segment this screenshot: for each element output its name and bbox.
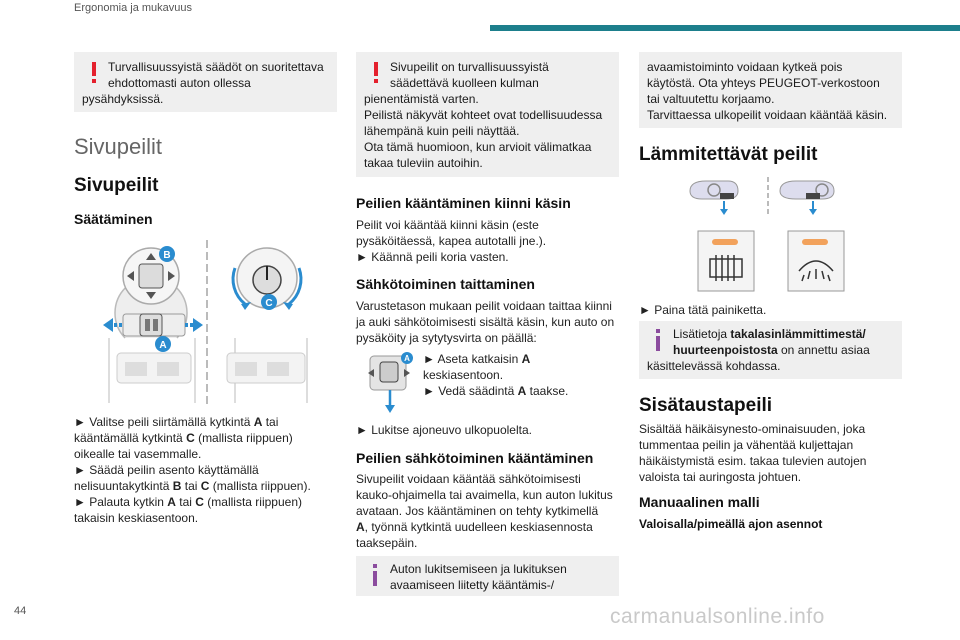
warning-box <box>356 52 619 177</box>
subsection-title: Säätäminen <box>74 211 153 227</box>
label-a: A <box>159 340 167 351</box>
info-line: avaamistoiminto voidaan kytkeä pois <box>647 60 843 74</box>
section-title: Sivupeilit <box>74 175 159 196</box>
paragraph: Varustetason mukaan peilit voidaan taittaa kiinni ja auki sähkötoimisesti sisältä käsin, kun auto on pysäköity ja sytytysvirta on päällä: <box>356 299 615 345</box>
label-c: C <box>265 298 273 309</box>
paragraph: Sisältää häikäisynesto-ominaisuuden, joka tummentaa peilin ja vähentää kuljettajan häikäistymistä esim. takaa tulevien autojen valoista tai auringosta johtuen. <box>639 422 867 484</box>
paragraph: Peilit voi kääntää kiinni käsin (este pysäköitäessä, kapea autotalli jne.). ► Käännä peili koria vasten. <box>356 218 547 264</box>
paragraph: ► Paina tätä painiketta. <box>639 303 767 317</box>
info-box <box>639 321 902 379</box>
heated-mirror-diagram <box>680 175 855 293</box>
info-line: Auton lukitsemiseen ja lukituksen <box>390 562 567 576</box>
warning-line: Sivupeilit on turvallisuussyistä <box>390 60 549 74</box>
warning-line: ehdottomasti auton ollessa <box>108 76 251 90</box>
info-line: huurteenpoistosta on annettu asiaa <box>673 343 870 357</box>
warning-icon <box>89 62 99 84</box>
info-line: tai valtuutettu korjaamo. <box>647 92 775 106</box>
subsection-subtitle: Valoisalla/pimeällä ajon asennot <box>639 517 823 531</box>
subsection-title: Peilien kääntäminen kiinni käsin <box>356 195 571 211</box>
mirror-adjust-diagram <box>95 238 320 410</box>
paragraph: Sivupeilit voidaan kääntää sähkötoimisesti kauko-ohjaimella tai avaimella, kun auton lukitus avataan. Jos kääntäminen on tehty kytkimellä A, työnnä kytkintä uudelleen keskiasennosta taaksepäin. <box>356 472 613 550</box>
warning-icon <box>371 62 381 84</box>
fold-switch-diagram <box>364 350 416 416</box>
warning-line: pienentämistä varten. <box>364 92 479 106</box>
warning-line: säädettävä kuolleen kulman <box>390 76 539 90</box>
subsection-title: Peilien sähkötoiminen kääntäminen <box>356 450 594 466</box>
info-line: Lisätietoja takalasinlämmittimestä/ <box>673 327 866 341</box>
info-line: avaamiseen liitetty kääntämis-/ <box>390 578 555 592</box>
adjust-steps: ► Valitse peili siirtämällä kytkintä A tai kääntämällä kytkintä C (mallista riippuen) oikealle tai vasemmalle. ► Säädä peilin asento käyttämällä nelisuuntakytkintä B tai C (mallista riippuen). ► Palauta kytkin A tai C (mallista riippuen) takaisin keskiasentoon. <box>74 415 311 525</box>
info-line: käsittelevässä kohdassa. <box>647 359 781 373</box>
info-box-continued <box>639 52 902 128</box>
section-header: Ergonomia ja mukavuus <box>74 2 193 14</box>
watermark: carmanualsonline.info <box>610 605 825 628</box>
warning-line: Turvallisuussyistä säädöt on suoritettava <box>108 60 324 74</box>
info-box <box>356 556 619 596</box>
info-line: Tarvittaessa ulkopeilit voidaan kääntää käsin. <box>647 108 888 122</box>
subsection-title: Manuaalinen malli <box>639 494 760 510</box>
warning-line: Ota tämä huomioon, kun arvioit välimatkaa <box>364 140 592 154</box>
info-icon <box>653 329 663 351</box>
label-b: B <box>163 250 171 261</box>
subsection-title: Sähkötoiminen taittaminen <box>356 276 535 292</box>
section-title: Sisätaustapeili <box>639 395 773 416</box>
label-a: A <box>404 354 410 363</box>
warning-line: pysähdyksissä. <box>82 92 164 106</box>
warning-line: takaa tuleviin autoihin. <box>364 156 483 170</box>
header-accent-bar <box>490 25 960 31</box>
chapter-title: Sivupeilit <box>74 134 163 159</box>
info-line: käytöstä. Ota yhteys PEUGEOT-verkostoon <box>647 76 880 90</box>
paragraph: ► Lukitse ajoneuvo ulkopuolelta. <box>356 423 532 437</box>
info-icon <box>370 564 380 586</box>
warning-box <box>74 52 337 112</box>
fold-steps: ► Aseta katkaisin A keskiasentoon. ► Vedä säädintä A taakse. <box>423 352 569 398</box>
page-number: 44 <box>14 605 27 617</box>
section-title: Lämmitettävät peilit <box>639 144 818 165</box>
warning-line: lähempänä kuin peili näyttää. <box>364 124 520 138</box>
warning-line: Peilistä näkyvät kohteet ovat todellisuudessa <box>364 108 603 122</box>
